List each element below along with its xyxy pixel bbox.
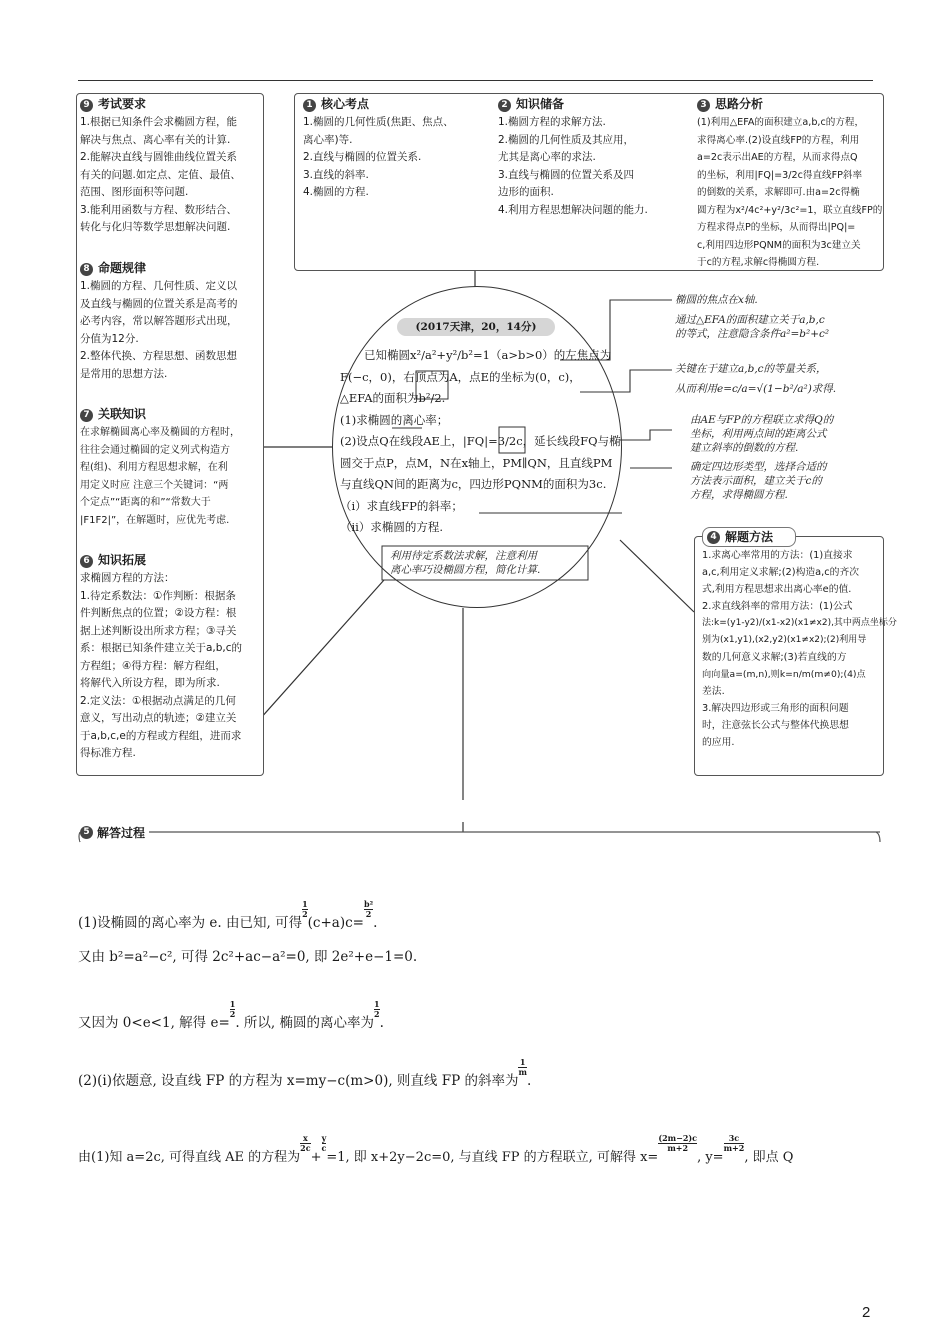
fraction [724, 1134, 745, 1153]
section-title: 知识储备 [516, 97, 565, 112]
fraction-denominator: m+2 [658, 1143, 697, 1153]
solution-line-4 [78, 1058, 531, 1089]
section-number: 8 [80, 263, 93, 276]
problem-line: （ⅱ）求椭圆的方程. [340, 520, 444, 534]
section-line: 有关的问题.如定点、定值、最值、 [80, 168, 241, 181]
section-line: 离心率)等. [303, 133, 353, 146]
section-line: 的坐标，利用|FQ|=3/2c得直线FP斜率 [697, 169, 863, 181]
section-line: 时，注意弦长公式与整体代换思想 [702, 720, 849, 731]
fraction-denominator: 2c [300, 1143, 311, 1153]
handnote-line: 确定四边形类型，选择合适的 [690, 461, 827, 473]
section-line: 范围、图形面积等问题. [80, 186, 189, 198]
section-knowledge-reserve [498, 96, 688, 219]
section-line: 1.椭圆的几何性质(焦距、焦点、 [303, 116, 454, 128]
section-line: 3.解决四边形或三角形的面积问题 [702, 703, 849, 714]
problem-line: (2)设点Q在线段AE上，|FQ|=3/2c，延长线段FQ与椭 [340, 434, 621, 448]
problem-line: 已知椭圆x²/a²+y²/b²=1（a>b>0）的左焦点为 [364, 348, 612, 362]
fraction [658, 1134, 697, 1153]
section-line: 2.直线与椭圆的位置关系. [303, 151, 422, 163]
section-line: 1.椭圆方程的求解方法. [498, 116, 606, 128]
handnote-line: 方法表示面积，建立关于c的 [690, 475, 822, 487]
section-line: 尤其是离心率的求法. [498, 151, 596, 163]
fraction-numerator: 1 [374, 999, 380, 1009]
fraction-denominator: c [321, 1143, 327, 1153]
section-line: 2.能解决直线与圆锥曲线位置关系 [80, 151, 238, 163]
fraction-numerator: x [302, 1133, 308, 1143]
handnote-eccentricity [675, 362, 836, 396]
section-line: 是常用的思想方法. [80, 367, 168, 380]
problem-statement [340, 345, 621, 539]
section-line: c,利用四边形PQNM的面积为3c建立关 [697, 239, 861, 251]
section-core-points [303, 96, 483, 202]
problem-line: △EFA的面积为b²/2. [340, 391, 446, 405]
section-line: 方程求得点P的坐标，从而得出|PQ|= [697, 222, 856, 233]
section-line: 差法. [702, 686, 725, 697]
section-line: a,c,利用定义求解;(2)构造a,c的齐次 [702, 567, 860, 578]
section-line: 数的几何意义求解;(3)若直线的方 [702, 652, 847, 663]
section-line: 分值为12分. [80, 332, 139, 345]
fraction-numerator: 3c [728, 1133, 740, 1143]
handnote-line: 坐标，利用两点间的距离公式 [690, 428, 827, 440]
section-proposition-rules [80, 260, 262, 383]
problem-handnote [390, 549, 540, 577]
fraction-denominator: m [518, 1067, 527, 1077]
section-number: 5 [80, 826, 93, 839]
section-line: 个定点”“距离的和”“常数大于 [80, 497, 211, 508]
section-line: 圆方程为x²/4c²+y²/3c²=1，联立直线FP的 [697, 204, 883, 216]
section-line: 法:k=(y1-y2)/(x1-x2)(x1≠x2),其中两点坐标分 [702, 618, 897, 628]
section-line: 向向量a=(m,n),则k=n/m(m≠0);(4)点 [702, 669, 866, 680]
solution-text: 由(1)知 a=2c, 可得直线 AE 的方程为 [78, 1150, 301, 1165]
section-line: a=2c表示出AE的方程，从而求得点Q [697, 152, 858, 163]
handnote-line: 方程，求得椭圆方程. [690, 489, 788, 501]
solution-text: (c+a)c= [307, 915, 364, 931]
handnote-line: 由AE与FP的方程联立求得Q的 [690, 414, 834, 426]
fraction-numerator: 1 [302, 899, 308, 909]
solution-text: . [379, 1015, 384, 1031]
section-title: 思路分析 [715, 97, 764, 112]
solution-line-2: 又由 b²=a²−c², 可得 2c²+ac−a²=0, 即 2e²+e−1=0. [78, 949, 418, 965]
section-title: 解题方法 [725, 529, 774, 544]
problem-line: (1)求椭圆的离心率； [340, 412, 449, 427]
solution-text: =1, 即 x+2y−2c=0, 与直线 FP 的方程联立, 可解得 x= [326, 1150, 659, 1165]
section-line: 2.定义法：①根据动点满足的几何 [80, 694, 236, 707]
section-line: 得标准方程. [80, 747, 136, 759]
solution-text: . 所以, 椭圆的离心率为 [235, 1015, 375, 1031]
section-title: 知识拓展 [98, 553, 147, 568]
problem-source-tag: (2017天津，20，14分) [397, 318, 555, 336]
section-line: 4.利用方程思想解决问题的能力. [498, 203, 648, 216]
solution-text: + [310, 1150, 322, 1165]
section-title: 关联知识 [98, 407, 147, 422]
problem-line: F(−c，0)，右顶点为A，点E的坐标为(0，c)， [340, 369, 581, 384]
section-line: 2.整体代换、方程思想、函数思想 [80, 350, 238, 362]
section-line: 于a,b,c,e的方程或方程组，进而求 [80, 729, 242, 742]
section-line: 在求解椭圆离心率及椭圆的方程时， [80, 427, 240, 438]
solution-line-3 [78, 1000, 384, 1031]
solution-text: . [373, 915, 378, 931]
section-line: |F1F2|”，在解题时，应优先考虑. [80, 514, 230, 526]
problem-line: 与直线QN间的距离为c，四边形PQNM的面积为3c. [340, 477, 607, 491]
section-line: 的应用. [702, 737, 735, 748]
solution-text: , 即点 Q [744, 1150, 794, 1165]
solution-line-1 [78, 900, 377, 931]
section-line: 及直线与椭圆的位置关系是高考的 [80, 297, 238, 310]
solution-line-5 [78, 1134, 793, 1165]
section-title: 解答过程 [97, 825, 146, 840]
section-thinking-analysis [697, 96, 882, 272]
fraction-numerator: 1 [519, 1057, 526, 1067]
section-line: 1.待定系数法：①作判断：根据条 [80, 589, 236, 602]
problem-line: （ⅰ）求直线FP的斜率； [340, 498, 463, 513]
section-number: 7 [80, 409, 93, 422]
solution-text: , y= [697, 1150, 724, 1165]
page-number: 2 [862, 1304, 871, 1321]
section-line: 1.椭圆的方程、几何性质、定义以 [80, 280, 238, 292]
section-line: 转化与化归等数学思想解决问题. [80, 221, 231, 233]
fraction-numerator: b² [363, 899, 374, 909]
fraction-numerator: y [321, 1133, 327, 1143]
handnote-focus [675, 293, 829, 341]
section-line: 意义，写出动点的轨迹；②建立关 [80, 712, 237, 724]
solution-header [80, 823, 149, 841]
section-line: 用定义时应 注意三个关键词：“两 [80, 479, 229, 491]
handnote-line: 从而利用e=c/a=√(1−b²/a²)求得. [675, 383, 837, 395]
section-knowledge-extension [80, 552, 262, 763]
handnote-line: 利用待定系数法求解，注意利用 [390, 550, 537, 562]
handnote-line: 通过△EFA的面积建立关于a,b,c [675, 314, 825, 326]
section-title: 命题规律 [98, 261, 147, 276]
fraction [300, 1134, 310, 1153]
solution-text: 又因为 0<e<1, 解得 e= [78, 1015, 230, 1031]
section-line: 解决与焦点、离心率有关的计算. [80, 133, 231, 146]
section-line: 必考内容，常以解答题形式出现， [80, 315, 238, 327]
solution-text: (1)设椭圆的离心率为 e. 由已知, 可得 [78, 915, 303, 931]
fraction [518, 1058, 526, 1077]
section-line: 据上述判断设出所求方程；③寻关 [80, 624, 237, 637]
section-line: (1)利用△EFA的面积建立a,b,c的方程， [697, 117, 865, 128]
section-line: 边形的面积. [498, 186, 554, 198]
fraction-denominator: 2 [374, 1009, 380, 1019]
section-solving-methods [702, 527, 897, 751]
solution-text: (2)(i)依题意, 设直线 FP 的方程为 x=my−c(m>0), 则直线 FP 的斜率为 [78, 1073, 519, 1089]
handnote-area [690, 460, 827, 502]
section-number: 2 [498, 99, 511, 112]
section-line: 式,利用方程思想求出离心率e的值. [702, 584, 852, 595]
fraction-numerator: 1 [229, 999, 236, 1009]
section-number: 3 [697, 99, 710, 112]
section-related-knowledge [80, 406, 262, 529]
section-line: 3.直线与椭圆的位置关系及四 [498, 168, 635, 181]
section-line: 1.求离心率常用的方法：(1)直接求 [702, 550, 853, 561]
section-line: 方程组；④得方程：解方程组， [80, 659, 226, 672]
section-title: 核心考点 [321, 97, 370, 112]
section-line: 求椭圆方程的方法： [80, 572, 175, 584]
section-line: 的倒数的关系，求解即可.由a=2c得椭 [697, 187, 860, 198]
section-line: 求得离心率.(2)设直线FP的方程，利用 [697, 134, 860, 146]
section-line: 3.直线的斜率. [303, 168, 369, 181]
section-number: 4 [707, 531, 720, 544]
fraction-numerator: (2m−2)c [658, 1133, 698, 1143]
fraction-denominator: 2 [229, 1009, 236, 1019]
problem-line: 圆交于点P，点M，N在x轴上，PM∥QN，且直线PM [340, 455, 613, 470]
fraction-denominator: 2 [302, 909, 308, 919]
fraction-denominator: m+2 [723, 1143, 745, 1153]
section-line: 2.求直线斜率的常用方法：(1)公式 [702, 601, 853, 612]
section-exam-requirements [80, 96, 262, 237]
section-line: 件判断焦点的位置；②设方程：根 [80, 607, 237, 619]
handnote-line: 关键在于建立a,b,c的等量关系， [675, 363, 827, 375]
section-line: 往往会通过椭圆的定义列式构造方 [80, 444, 230, 456]
section-line: 3.能利用函数与方程、数形结合、 [80, 203, 238, 216]
section-line: 于c的方程,求解c得椭圆方程. [697, 257, 820, 268]
section-number: 6 [80, 555, 93, 568]
fraction-denominator: 2 [365, 909, 372, 919]
section-line: 别为(x1,y1),(x2,y2)(x1≠x2);(2)利用导 [702, 635, 867, 645]
section-line: 将解代入所设方程，即为所求. [80, 677, 220, 689]
section-line: 程(组)、利用方程思想求解，在利 [80, 462, 228, 473]
section-line: 系：根据已知条件建立关于a,b,c的 [80, 642, 243, 654]
solution-text: . [526, 1073, 532, 1089]
section-number: 9 [80, 99, 93, 112]
handnote-q-coordinate [690, 413, 833, 455]
section-line: 1.根据已知条件会求椭圆方程，能 [80, 116, 238, 128]
fraction [364, 900, 373, 919]
section-number: 1 [303, 99, 316, 112]
handnote-line: 椭圆的焦点在x轴. [675, 294, 758, 306]
handnote-line: 建立斜率的倒数的方程. [690, 442, 799, 454]
section-line: 4.椭圆的方程. [303, 186, 369, 198]
section-title: 考试要求 [98, 97, 147, 112]
handnote-line: 离心率巧设椭圆方程，简化计算. [390, 564, 541, 576]
handnote-line: 的等式，注意隐含条件a²=b²+c² [675, 328, 830, 340]
section-line: 2.椭圆的几何性质及其应用， [498, 133, 635, 146]
